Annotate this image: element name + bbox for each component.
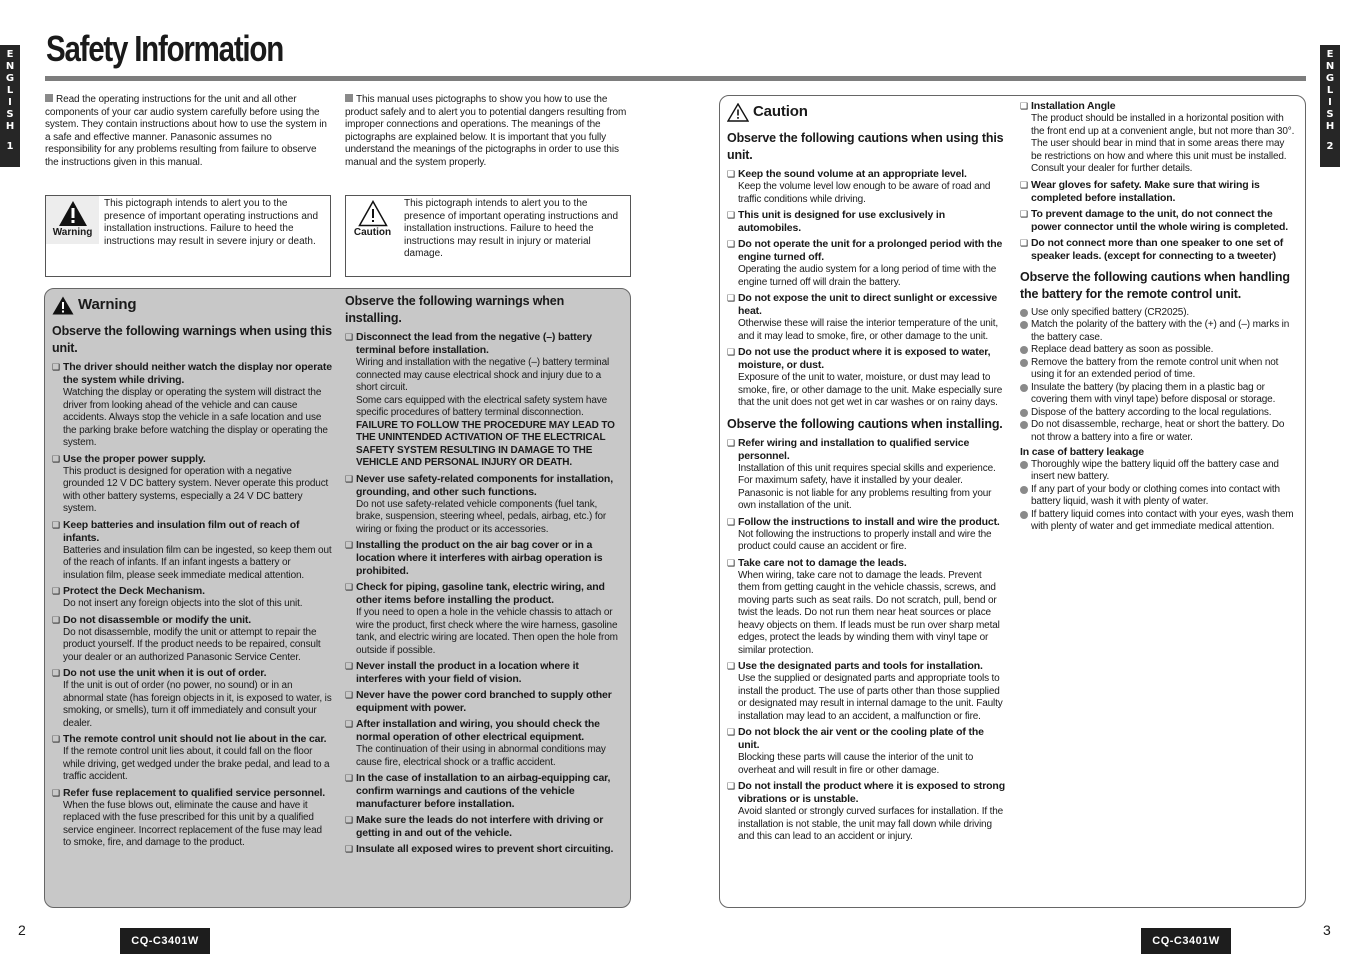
item-heading: ❑ Refer wiring and installation to qualified service personnel.: [727, 437, 1005, 463]
battery-bullet: Use only specified battery (CR2025).: [1020, 307, 1296, 320]
title-rule: [45, 76, 1306, 81]
caution-item: [727, 516, 1005, 554]
section-title: Observe the following warnings when installing.: [345, 294, 565, 325]
language-tab-right: [1320, 45, 1340, 167]
language-tab-left: [0, 45, 20, 167]
item-heading: ❑ Check for piping, gasoline tank, electric wiring, and other items before installing the product.: [345, 581, 623, 607]
warning-item: [52, 667, 332, 730]
tab-letter: G: [1325, 73, 1335, 84]
tab-letter: H: [5, 121, 15, 132]
item-heading: ❑ Installing the product on the air bag cover or in a location where it interferes with airbag operation is prohibited.: [345, 539, 623, 578]
item-body: Do not disassemble, modify the unit or attempt to repair the product yourself. If the product needs to be repaired, consult your dealer or an authorized Panasonic Service Center.: [63, 626, 321, 663]
leakage-bullet: If any part of your body or clothing comes into contact with battery liquid, wash it with plenty of water.: [1020, 484, 1296, 509]
caution-heading-text: Caution: [753, 103, 808, 121]
caution-item: [727, 238, 1005, 289]
battery-bullet: Replace dead battery as soon as possible.: [1020, 344, 1296, 357]
item-body: When wiring, take care not to damage the leads. Prevent them from getting caught in the vehicle chassis, screws, and moving parts such as seat rails. Do not scratch, pull, bend or twist the leads. Do not run them near heat sources or place heavy objects on them. If leads must be run over sharp metal edges, protect the leads by winding them with vinyl tape or similar protection.: [738, 569, 1000, 656]
warning-item: [345, 843, 623, 856]
warning-item: [345, 772, 623, 811]
intro-right-text: This manual uses pictographs to show you how to use the product safely and to alert you to potential dangers resulting from improper connections and operations. The meanings of the pictographs are explained below. It is important that you fully understand the meanings of the pictographs in order to use this manual and the system properly.: [345, 94, 627, 168]
item-body: Do not use safety-related vehicle components (fuel tank, brake, suspension, steering wheel, pedals, airbag, etc.) for wiring or fixing the product or its accessories.: [356, 498, 607, 535]
battery-bullet: Insulate the battery (by placing them in a plastic bag or covering them with vinyl tape) before disposal or storage.: [1020, 382, 1296, 407]
caution-pictograph-box: [345, 195, 631, 277]
item-heading: ❑ Do not connect more than one speaker to one set of speaker leads. (except for connecting to a tweeter): [1020, 237, 1296, 263]
item-body: The user should bear in mind that in some areas there may be restrictions on how and where this unit must be installed. Consult your dealer for further details.: [1031, 138, 1287, 174]
section-title: Observe the following cautions when handling the battery for the remote control unit.: [1020, 269, 1290, 301]
tab-letter: G: [5, 73, 15, 84]
item-heading: ❑ Do not install the product where it is exposed to strong vibrations or is unstable.: [727, 780, 1005, 806]
warning-item: [52, 519, 332, 583]
battery-bullet: Do not disassemble, recharge, heat or short the battery. Do not throw a battery into a fire or water.: [1020, 419, 1296, 444]
caution-item: [727, 660, 1005, 723]
warning-use-column: [52, 296, 332, 853]
page-title: Safety Information: [46, 28, 284, 69]
warning-symbol: [46, 196, 99, 244]
warning-item: [52, 361, 332, 450]
tab-page-number: 2: [1326, 141, 1334, 152]
warning-item: [52, 787, 332, 850]
intro-left: [45, 94, 330, 169]
item-body: Batteries and insulation film can be ingested, so keep them out of the reach of infants. If an infant ingests a battery or insulation film, please seek immediate medical attention.: [63, 544, 332, 581]
item-heading: ❑ Do not block the air vent or the cooling plate of the unit.: [727, 726, 1005, 752]
item-heading: ❑ Never have the power cord branched to supply other equipment with power.: [345, 689, 623, 715]
warning-triangle-icon: [52, 296, 74, 315]
warning-item: [52, 453, 332, 516]
caution-item: [727, 346, 1005, 410]
warning-item: [345, 689, 623, 715]
item-heading: ❑ Keep the sound volume at an appropriate level.: [727, 168, 1005, 181]
item-heading: ❑ Never use safety-related components for installation, grounding, and other such functions.: [345, 473, 623, 499]
caution-item: [727, 437, 1005, 513]
tab-letter: E: [1326, 49, 1334, 60]
warning-pictograph-box: [45, 195, 331, 277]
item-body: Watching the display or operating the system will distract the driver from looking ahead of the vehicle and can cause accidents. Always stop the vehicle in a safe location and use the parking brake before watching the display or operating the system.: [63, 387, 328, 448]
caution-item: [727, 209, 1005, 235]
leakage-bullet: Thoroughly wipe the battery liquid off the battery case and insert new battery.: [1020, 459, 1296, 484]
caution-right-column: [1020, 100, 1296, 534]
battery-bullet: Remove the battery from the remote control unit when not using it for an extended period of time.: [1020, 357, 1296, 382]
section-title: Observe the following cautions when using this unit.: [727, 131, 1004, 162]
warning-heading-text: Warning: [78, 296, 137, 314]
model-badge-right: CQ-C3401W: [1141, 928, 1231, 954]
tab-letter: E: [6, 49, 14, 60]
item-body: If the unit is out of order (no power, no sound) or in an abnormal state (has foreign objects in it, is exposed to water, is smoking, or smells), turn it off immediately and consult your dealer.: [63, 680, 332, 729]
warning-heading: [52, 296, 332, 315]
tab-letter: N: [5, 61, 15, 72]
leakage-bullet: If battery liquid comes into contact with your eyes, wash them with plenty of water and get immediate medical attention.: [1020, 509, 1296, 534]
battery-bullet: Dispose of the battery according to the local regulations.: [1020, 407, 1296, 420]
item-heading: ❑ Use the proper power supply.: [52, 453, 332, 466]
intro-right: [345, 94, 630, 169]
tab-page-number: 1: [6, 141, 14, 152]
item-body: The continuation of their using in abnormal conditions may cause fire, electrical shock or a traffic accident.: [356, 744, 606, 768]
caution-heading: [727, 103, 1005, 122]
warning-item: [345, 814, 623, 840]
item-body: This product is designed for operation with a negative grounded 12 V DC battery system. Never operate this product with other battery systems, especially a 24 V DC battery system.: [63, 465, 329, 514]
item-heading: ❑ Make sure the leads do not interfere with driving or getting in and out of the vehicle.: [345, 814, 623, 840]
item-heading: ❑ Refer fuse replacement to qualified service personnel.: [52, 787, 332, 800]
tab-letter: H: [1325, 121, 1335, 132]
tab-letter: S: [6, 109, 14, 120]
caution-symbol: [346, 196, 399, 244]
warning-item: [345, 331, 623, 470]
item-heading: ❑ Do not expose the unit to direct sunlight or excessive heat.: [727, 292, 1005, 318]
warning-symbol-label: Warning: [52, 227, 93, 239]
item-heading: ❑ Keep batteries and insulation film out of reach of infants.: [52, 519, 332, 545]
caution-triangle-icon: [727, 103, 749, 122]
item-heading: ❑ Use the designated parts and tools for installation.: [727, 660, 1005, 673]
caution-item: [1020, 237, 1296, 263]
model-badge-left: CQ-C3401W: [120, 928, 210, 954]
item-body: Exposure of the unit to water, moisture, or dust may lead to smoke, fire, or other damage to the unit. Make especially sure that the unit does not get wet in car washes or on rainy days.: [738, 372, 1003, 408]
square-bullet-icon: [345, 94, 353, 102]
item-heading: ❑ Do not use the unit when it is out of order.: [52, 667, 332, 680]
warning-install-column: [345, 293, 623, 859]
item-heading: ❑ Take care not to damage the leads.: [727, 557, 1005, 570]
item-heading: ❑ Do not use the product where it is exposed to water, moisture, or dust.: [727, 346, 1005, 372]
item-heading: ❑ Protect the Deck Mechanism.: [52, 585, 332, 598]
caution-symbol-label: Caution: [353, 227, 392, 239]
item-body: Operating the audio system for a long period of time with the engine turned off will drain the battery.: [738, 264, 997, 288]
caution-item: [1020, 100, 1296, 176]
item-heading: ❑ In the case of installation to an airbag-equipping car, confirm warnings and cautions of the vehicle manufacturer before installation.: [345, 772, 623, 811]
item-body: The product should be installed in a horizontal position with the front end up at a convenient angle, but not more than 30°.: [1031, 113, 1295, 137]
caution-pictograph-text: This pictograph intends to alert you to the presence of important operating instructions and installation instructions. Failure to heed the instructions may result in injury or material damage.: [404, 198, 619, 259]
warning-item: [345, 473, 623, 537]
warning-item: [52, 585, 332, 611]
warning-item: [345, 718, 623, 769]
item-body: Some cars equipped with the electrical safety system have specific procedures of battery terminal disconnection.: [356, 394, 608, 418]
warning-triangle-icon: [58, 200, 88, 227]
page-number-right: 3: [1323, 922, 1331, 938]
item-heading: ❑ Disconnect the lead from the negative (–) battery terminal before installation.: [345, 331, 623, 357]
section-title: Observe the following cautions when installing.: [727, 416, 1003, 431]
item-caps-warning: FAILURE TO FOLLOW THE PROCEDURE MAY LEAD TO THE UNINTENDED ACTIVATION OF THE ELECTRICAL SAFETY SYSTEM RESULTING IN DAMAGE TO THE VEHICLE AND PERSONAL INJURY OR DEATH.: [356, 419, 615, 468]
item-body: Installation of this unit requires special skills and experience. For maximum safety, have it installed by your dealer. Panasonic is not liable for any problems resulting from your own installation of the unit.: [738, 462, 996, 511]
item-body: Not following the instructions to properly install and wire the product could cause an accident or fire.: [738, 528, 992, 552]
item-heading: ❑ Insulate all exposed wires to prevent short circuiting.: [345, 843, 623, 856]
tab-letter: S: [1326, 109, 1334, 120]
item-heading: ❑ The driver should neither watch the display nor operate the system while driving.: [52, 361, 332, 387]
item-heading: ❑ This unit is designed for use exclusively in automobiles.: [727, 209, 1005, 235]
square-bullet-icon: [45, 94, 53, 102]
warning-item: [345, 539, 623, 578]
tab-letter: I: [8, 97, 12, 108]
item-body: If the remote control unit lies about, it could fall on the floor while driving, get wedged under the brake pedal, and lead to a traffic accident.: [63, 746, 330, 782]
item-body: Wiring and installation with the negative (–) battery terminal connected may cause electrical shock and injury due to a short circuit.: [356, 357, 610, 393]
warning-item: [52, 733, 332, 784]
item-heading: ❑ The remote control unit should not lie about in the car.: [52, 733, 332, 746]
item-body: If you need to open a hole in the vehicle chassis to attach or wire the product, first check where the wire harness, gasoline tank, and electric wiring are located. Then open the hole from outside if possible.: [356, 607, 618, 656]
caution-triangle-icon: [358, 200, 388, 227]
item-heading: ❑ Do not disassemble or modify the unit.: [52, 614, 332, 627]
tab-letter: L: [1326, 85, 1334, 96]
item-body: Do not insert any foreign objects into the slot of this unit.: [63, 598, 303, 609]
caution-item: [727, 726, 1005, 777]
tab-letter: I: [1328, 97, 1332, 108]
leakage-heading: In case of battery leakage: [1020, 446, 1144, 458]
tab-letter: L: [6, 85, 14, 96]
item-heading: ❑ Wear gloves for safety. Make sure that wiring is completed before installation.: [1020, 179, 1296, 205]
page-number-left: 2: [18, 922, 26, 938]
caution-item: [1020, 179, 1296, 205]
caution-item: [727, 557, 1005, 658]
warning-item: [345, 660, 623, 686]
caution-item: [1020, 208, 1296, 234]
item-body: Blocking these parts will cause the interior of the unit to overheat and will result in fire or other damage.: [738, 752, 974, 776]
item-body: Otherwise these will raise the interior temperature of the unit, and it may lead to smoke, fire, or other damage to the unit.: [738, 318, 998, 342]
item-heading: ❑ Installation Angle: [1020, 100, 1296, 113]
item-body: Keep the volume level low enough to be aware of road and traffic conditions while driving.: [738, 181, 991, 205]
warning-item: [52, 614, 332, 665]
battery-bullet: Match the polarity of the battery with the (+) and (–) marks in the battery case.: [1020, 319, 1296, 344]
item-heading: ❑ Follow the instructions to install and wire the product.: [727, 516, 1005, 529]
caution-item: [727, 292, 1005, 343]
tab-letter: N: [1325, 61, 1335, 72]
item-heading: ❑ Never install the product in a location where it interferes with your field of vision.: [345, 660, 623, 686]
intro-left-text: Read the operating instructions for the unit and all other components of your car audio system carefully before using the system. They contain instructions about how to use the system in a safe and effective manner. Panasonic assumes no responsibility for any problems resulting from failure to observe the instructions given in this manual.: [45, 94, 327, 168]
warning-pictograph-text: This pictograph intends to alert you to the presence of important operating instructions and installation instructions. Failure to heed the instructions may result in severe injury or death.: [104, 198, 319, 247]
item-body: When the fuse blows out, eliminate the cause and have it replaced with the fuse prescribed for this unit by a qualified service engineer. Incorrect replacement of the fuse may lead to smoke, fire, and damage to the product.: [63, 799, 322, 848]
item-body: Use the supplied or designated parts and appropriate tools to install the product. The use of parts other than those supplied or designated may result in internal damage to the unit. Faulty installation may lead to an accident, a malfunction or fire.: [738, 673, 1003, 722]
item-heading: ❑ To prevent damage to the unit, do not connect the power connector until the whole wiring is completed.: [1020, 208, 1296, 234]
caution-item: [727, 168, 1005, 206]
caution-item: [727, 780, 1005, 844]
item-body: Avoid slanted or strongly curved surfaces for installation. If the installation is not stable, the unit may fall down while driving and this can lead to an accident or injury.: [738, 806, 1004, 842]
section-title: Observe the following warnings when using this unit.: [52, 324, 332, 355]
item-heading: ❑ After installation and wiring, you should check the normal operation of other electrical equipment.: [345, 718, 623, 744]
warning-item: [345, 581, 623, 657]
caution-left-column: [727, 103, 1005, 847]
item-heading: ❑ Do not operate the unit for a prolonged period with the engine turned off.: [727, 238, 1005, 264]
